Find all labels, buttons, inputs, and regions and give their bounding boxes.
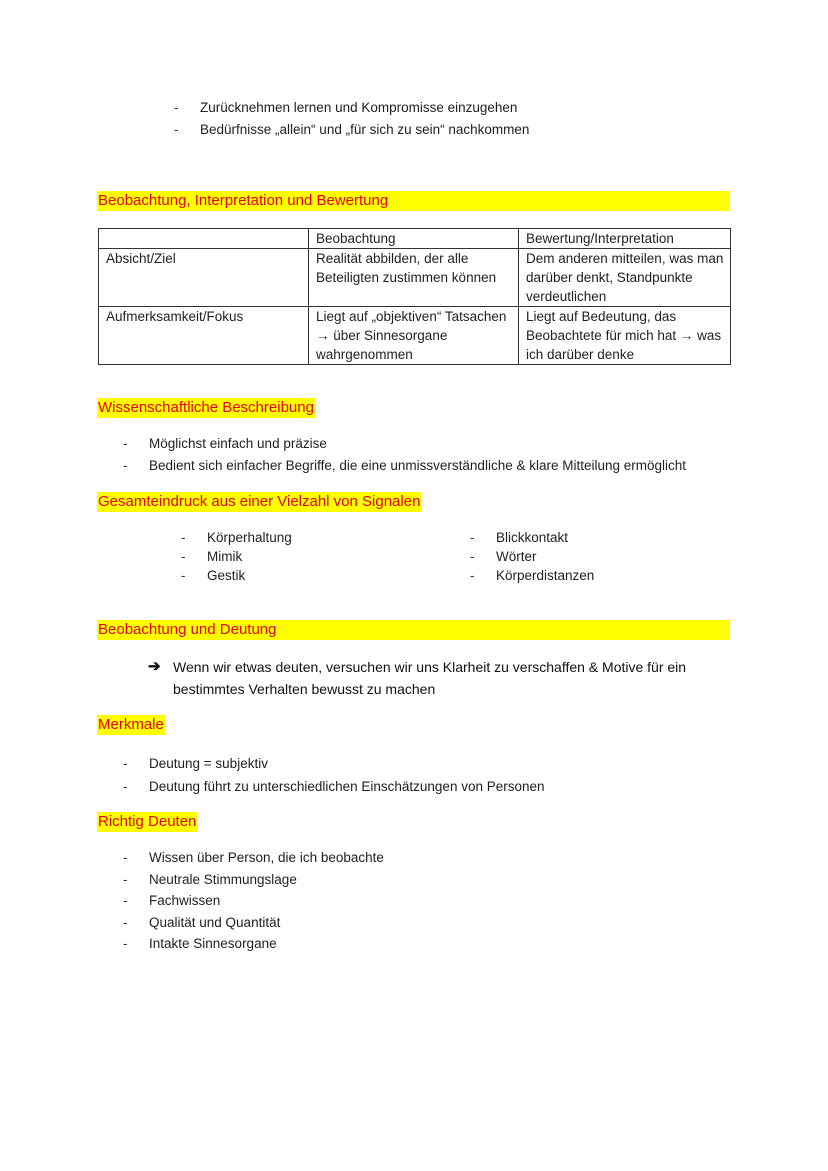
bullet-dash: - xyxy=(123,871,128,887)
bullet-dash: - xyxy=(123,457,128,473)
table-cell: Liegt auf „objektiven“ Tatsachen → über Sinnesorgane wahrgenommen xyxy=(309,307,519,365)
table-header-row xyxy=(99,229,731,249)
bullet-dash: - xyxy=(123,893,128,908)
document-page: - Zurücknehmen lernen und Kompromisse einzugehen - Bedürfnisse „allein“ und „für sich zu sein“ nachkommen Beobachtung, Interpretation und Bewertung Beobachtung Bewertung/Interpretation Absicht/Ziel Realität abbilden, der alle Beteiligten zustimmen können Dem anderen mitteilen, was man darüber denkt, Standpunkte verdeutlichen Aufmerksamkeit/Fokus Liegt auf „objektiven“ Tatsachen → über Sinnesorgane wahrgenommen Liegt auf Bedeutung, das Beobachtete für mich hat → was ich darüber denke Wissenschaftliche Beschreibung - Möglichst einfach und präzise - Bedient sich einfacher Begriffe, die eine unmissverständliche & klare Mitteilung ermöglicht Gesamteindruck aus einer Vielzahl von Signalen - Körperhaltung - Mimik - Gestik - Blickkontakt - Wörter - Körperdistanzen Beobachtung und Deutung ➔ Wenn wir etwas deuten, versuchen wir uns Klarheit zu verschaffen & Motive für ein bestimmtes Verhalten bewusst zu machen Merkmale - Deutung = subjektiv - Deutung führt zu unterschiedlichen Einschätzungen von Personen Richtig Deuten - Wissen über Person, die ich beobachte - Neutrale Stimmungslage - Fachwissen - Qualität und Quantität - Intakte Sinnesorgane xyxy=(0,0,828,1171)
bullet-dash: - xyxy=(123,914,128,930)
bullet-dash: - xyxy=(123,936,128,951)
section-heading-wissenschaft: Wissenschaftliche Beschreibung xyxy=(98,399,314,416)
table-cell xyxy=(99,229,309,249)
section-heading-merkmale: Merkmale xyxy=(98,716,164,733)
bullet-dash: - xyxy=(181,568,186,583)
bullet-dash: - xyxy=(181,549,186,564)
bullet-dash: - xyxy=(470,530,475,545)
section-heading-beobachtung: Beobachtung, Interpretation und Bewertung xyxy=(97,191,730,211)
bullet-dash: - xyxy=(174,100,179,115)
arrow-right-icon: ➔ xyxy=(148,658,161,675)
table-cell: Dem anderen mitteilen, was man darüber denkt, Standpunkte verdeutlichen xyxy=(519,249,731,307)
bullet-dash: - xyxy=(123,756,128,771)
arrow-statement-text: Wenn wir etwas deuten, versuchen wir uns Klarheit zu verschaffen & Motive für ein bestimmtes Verhalten bewusst zu machen xyxy=(173,659,687,697)
bullet-dash: - xyxy=(470,568,475,583)
bullet-dash: - xyxy=(174,121,179,137)
bullet-dash: - xyxy=(123,850,128,865)
section-heading-richtig: Richtig Deuten xyxy=(98,813,197,830)
table-row xyxy=(99,307,731,365)
bullet-dash: - xyxy=(123,436,128,451)
table-cell: Liegt auf Bedeutung, das Beobachtete für mich hat → was ich darüber denke xyxy=(519,307,731,365)
table-cell: Aufmerksamkeit/Fokus xyxy=(99,307,309,365)
table-cell: Absicht/Ziel xyxy=(99,249,309,307)
table-row xyxy=(99,249,731,307)
section-heading-deutung: Beobachtung und Deutung xyxy=(97,620,730,640)
bullet-dash: - xyxy=(181,530,186,545)
bullet-dash: - xyxy=(123,779,128,794)
bullet-dash: - xyxy=(470,549,475,564)
table-header-cell: Beobachtung xyxy=(309,229,519,249)
table-header-cell: Bewertung/Interpretation xyxy=(519,229,731,249)
comparison-table xyxy=(98,228,731,365)
section-heading-signale: Gesamteindruck aus einer Vielzahl von Signalen xyxy=(98,493,421,510)
table-cell: Realität abbilden, der alle Beteiligten zustimmen können xyxy=(309,249,519,307)
